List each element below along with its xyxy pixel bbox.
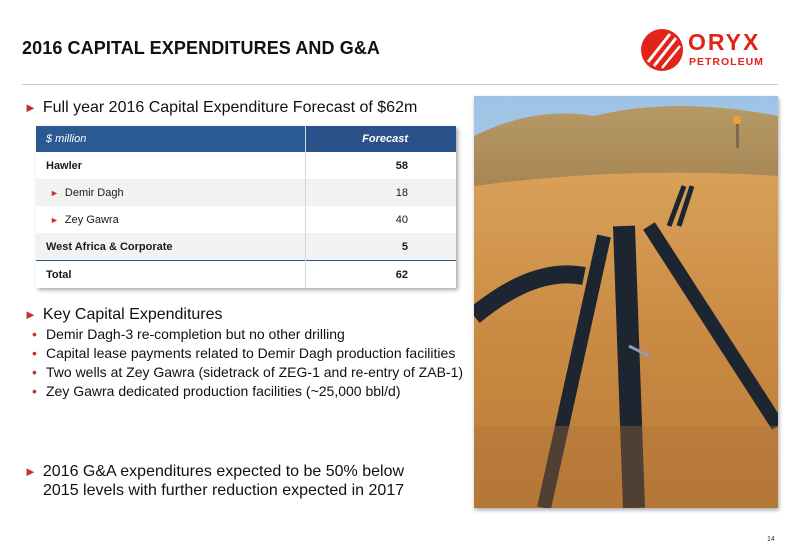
- pipeline-illustration: [474, 96, 778, 508]
- company-logo: [640, 28, 778, 72]
- list-item-text: Zey Gawra dedicated production facilities (~25,000 bbl/d): [46, 383, 401, 399]
- right-triangle-icon: ►: [24, 100, 37, 115]
- bullet-forecast: [24, 98, 417, 117]
- bullet-ga-text-line1: 2016 G&A expenditures expected to be 50% below: [42, 463, 405, 480]
- bullet-dot-icon: •: [32, 345, 37, 361]
- title-divider: [22, 84, 778, 85]
- list-item: [30, 326, 470, 343]
- logo-mark-icon: [640, 28, 684, 72]
- row-value: 40: [306, 206, 457, 233]
- table-header-row: [36, 126, 456, 152]
- header-label: $ million: [36, 126, 306, 152]
- list-item: [30, 383, 470, 400]
- bullet-key-capex: [24, 305, 223, 324]
- page-number: 14: [767, 536, 775, 543]
- bullet-dot-icon: •: [32, 364, 37, 380]
- right-triangle-icon: ►: [50, 214, 59, 225]
- bullet-dot-icon: •: [32, 326, 37, 342]
- list-item-text: Demir Dagh-3 re-completion but no other drilling: [46, 326, 345, 342]
- row-label: West Africa & Corporate: [36, 233, 306, 261]
- logo-brand-text: ORYX: [688, 29, 761, 55]
- right-triangle-icon: ►: [24, 464, 37, 479]
- bullet-ga-text-line2: 2015 levels with further reduction expected in 2017: [43, 482, 405, 499]
- table-row: [36, 233, 456, 261]
- table-row: [36, 179, 456, 206]
- capex-table: [36, 126, 456, 288]
- bullet-ga: [24, 462, 404, 500]
- row-label-cell: [36, 206, 306, 233]
- row-label-cell: [36, 179, 306, 206]
- header-value: Forecast: [306, 126, 457, 152]
- list-item-text: Capital lease payments related to Demir Dagh production facilities: [46, 345, 456, 361]
- bullet-forecast-text: Full year 2016 Capital Expenditure Forecast of $62m: [42, 99, 418, 116]
- table-row: [36, 152, 456, 179]
- right-triangle-icon: ►: [50, 187, 59, 198]
- row-label: Demir Dagh: [64, 186, 124, 199]
- bullet-key-capex-text: Key Capital Expenditures: [42, 306, 223, 323]
- sub-bullet-list: [30, 326, 470, 402]
- pipeline-photo: [474, 96, 778, 508]
- list-item: [30, 345, 470, 362]
- page-title: 2016 CAPITAL EXPENDITURES AND G&A: [22, 38, 381, 58]
- list-item-text: Two wells at Zey Gawra (sidetrack of ZEG-1 and re-entry of ZAB-1): [46, 364, 464, 380]
- right-triangle-icon: ►: [24, 307, 37, 322]
- list-item: [30, 364, 470, 381]
- bullet-dot-icon: •: [32, 383, 37, 399]
- row-label: Hawler: [36, 152, 306, 179]
- logo-sub-text: PETROLEUM: [689, 56, 764, 68]
- table-total-row: [36, 261, 456, 289]
- table-row: [36, 206, 456, 233]
- total-label: Total: [36, 261, 306, 289]
- row-label: Zey Gawra: [64, 213, 119, 226]
- total-value: 62: [306, 261, 457, 289]
- row-value: 18: [306, 179, 457, 206]
- row-value: 58: [306, 152, 457, 179]
- row-value: 5: [306, 233, 457, 261]
